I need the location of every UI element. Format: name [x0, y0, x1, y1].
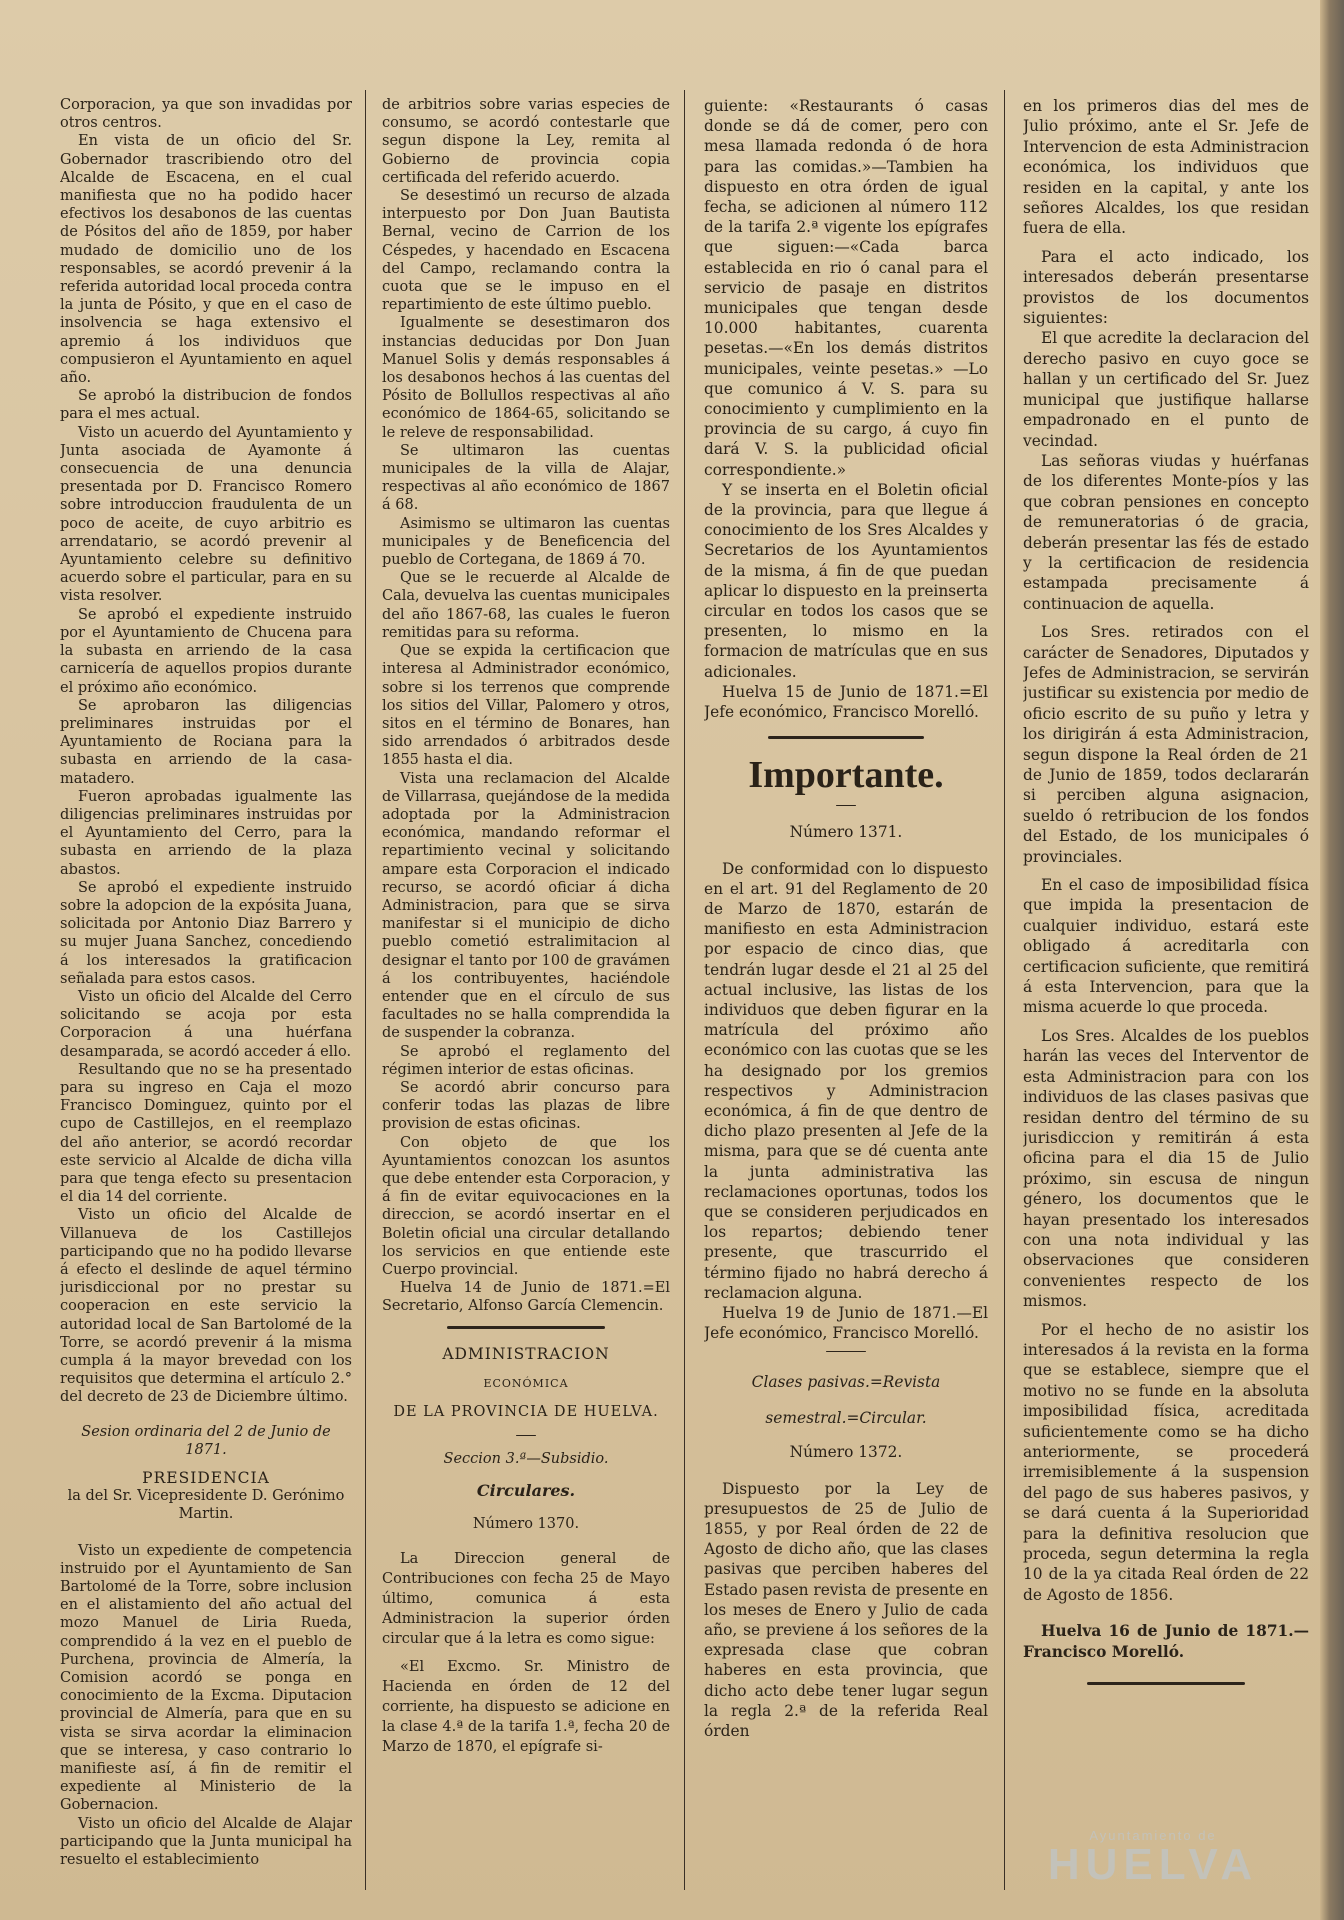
admin-heading: ADMINISTRACION — [442, 1344, 610, 1363]
paragraph: Dispuesto por la Ley de presupuestos de 25 de Julio de 1855, y por Real órden de 22 de Agosto de dicho año, que las clases pasivas que perciben haberes del Estado pasen revista de presente en los meses de Enero y Julio de cada año, se previene á los señores de la expresada clase que cobran haberes en esta provincia, que dicho acto debe tener lugar segun la regla 2.ª de la referida Real órden — [704, 1479, 988, 1741]
seccion-heading: Seccion 3.ª—Subsidio. — [443, 1451, 609, 1468]
column-3 — [704, 96, 988, 1896]
presidente-line: la del Sr. Vicepresidente D. Gerónimo Martin. — [67, 1488, 345, 1523]
paragraph: Resultando que no se ha presentado para su ingreso en Caja el mozo Francisco Dominguez, quinto por el cupo de Castillejos, en el reemplazo del año anterior, se acordó recordar este servicio al Alcalde de dicha villa para que tenga efecto su presentacion el dia 14 del corriente. — [60, 1061, 352, 1206]
paragraph: Se acordó abrir concurso para conferir todas las plazas de libre provision de estas oficinas. — [382, 1079, 670, 1133]
numero-heading: Número 1370. — [472, 1515, 580, 1532]
paragraph: Fueron aprobadas igualmente las diligencias preliminares instruidas por el Ayuntamiento del Cerro, para la subasta en arriendo de la plaza abastos. — [60, 788, 352, 878]
column-rule — [684, 90, 685, 1890]
paragraph: guiente: «Restaurants ó casas donde se dá de comer, pero con mesa llamada redonda ó de hora para las comidas.»—Tambien ha dispuesto en otra órden de igual fecha, se adicionen al número 112 de la tarifa 2.ª vigente los epígrafes que siguen:—«Cada barca establecida en rio ó canal para el servicio de pasaje en distritos municipales que tengan desde 10.000 habitantes, cuarenta pesetas.—«En los demás distritos municipales, veinte pesetas.» —Lo que comunico á V. S. para su conocimiento y cumplimiento en la provincia de su cargo, á cuyo fin dará V. S. la publicidad oficial correspondiente.» — [704, 97, 988, 479]
paragraph: Que se expida la certificacion que interesa al Administrador económico, sobre si los terrenos que comprende los sitios del Villar, Palomero y otros, sitos en el término de Bonares, han sido arrendados ó arbitrados desde 1855 hasta el dia. — [382, 643, 670, 769]
paragraph: Corporacion, ya que son invadidas por otros centros. — [60, 97, 352, 132]
clases-heading: Clases pasivas.=Revista semestral.=Circular. — [751, 1373, 941, 1428]
signature-line: Huelva 15 de Junio de 1871.=El Jefe económico, Francisco Morelló. — [704, 682, 988, 722]
paragraph: Que se le recuerde al Alcalde de Cala, devuelva las cuentas municipales del año 1867-68, las cuales le fueron remitidas para su reforma. — [382, 570, 670, 641]
page-edge — [1320, 0, 1344, 1920]
paragraph: Igualmente se desestimaron dos instancias deducidas por Don Juan Manuel Solis y demás responsables á los desabonos hechos á las cuentas del Pósito de Bollullos respectivas al año económico de 1864-65, solicitando se le releve de responsabilidad. — [382, 315, 670, 441]
short-rule — [836, 805, 856, 806]
column-1 — [60, 96, 352, 1896]
paragraph: Se aprobaron las diligencias preliminares instruidas por el Ayuntamiento de Rociana para la subasta en arriendo de la casa-matadero. — [60, 697, 352, 787]
paragraph: Visto un oficio del Alcalde de Villanueva de los Castillejos participando que no ha podido llevarse á efecto el deslinde de aquel término jurisdiccional por no prestar su cooperacion en este servicio la autoridad local de San Bartolomé de la Torre, se acordó prevenir á la misma cumpla á la mayor brevedad con los requisitos que determina el artículo 2.° del decreto de 23 de Diciembre último. — [60, 1207, 352, 1406]
presidencia-heading: PRESIDENCIA — [142, 1469, 270, 1488]
section-separator — [768, 736, 924, 739]
paragraph: Visto un expediente de competencia instruido por el Ayuntamiento de San Bartolomé de la Torre, sobre inclusion en el alistamiento del año actual del mozo Manuel de Liria Rueda, comprendido á la vez en el pueblo de Purchena, provincia de Almería, la Comision acordó se ponga en conocimiento de la Excma. Diputacion provincial de Almería, para que en su vista se sirva acordar la eliminacion que se interesa, y caso contrario lo manifieste así, á fin de remitir el expediente al Ministerio de la Gobernacion. — [60, 1542, 352, 1814]
signature-line: Huelva 19 de Junio de 1871.—El Jefe económico, Francisco Morelló. — [704, 1303, 988, 1343]
column-rule — [365, 90, 366, 1890]
numero-heading: Número 1372. — [789, 1443, 903, 1462]
paragraph: Y se inserta en el Boletin oficial de la provincia, para que llegue á conocimiento de los Sres Alcaldes y Secretarios de los Ayuntamientos de la misma, á fin de que puedan aplicar lo dispuesto en la preinserta circular en todos los casos que se presenten, lo mismo en la formacion de matrículas que en sus adicionales. — [704, 480, 988, 681]
watermark-line1: Ayuntamiento de — [1089, 1828, 1217, 1843]
paragraph: La Direccion general de Contribuciones con fecha 25 de Mayo último, comunica á esta Administracion la superior órden circular que á la letra es como sigue: — [382, 1550, 670, 1647]
paragraph: Visto un oficio del Alcalde del Cerro solicitando se acoja por esta Corporacion á una huérfana desamparada, se acordó acceder á ello. — [60, 988, 352, 1060]
watermark-line2: HUELVA — [1047, 1840, 1259, 1889]
short-rule — [826, 1351, 866, 1352]
archive-watermark — [1018, 1796, 1288, 1896]
paragraph: Visto un oficio del Alcalde de Alajar participando que la Junta municipal ha resuelto el establecimiento — [60, 1815, 352, 1869]
paragraph: Los Sres. retirados con el carácter de Senadores, Diputados y Jefes de Administracion, se servirán justificar su existencia por medio de oficio escrito de su puño y letra y los dirigirán á esta Administracion, segun dispone la Real órden de 21 de Junio de 1859, todos declararán si perciben alguna asignacion, sueldo ó retribucion de los fondos del Estado, de los municipales ó provinciales. — [1023, 623, 1309, 866]
paragraph: Se aprobó la distribucion de fondos para el mes actual. — [60, 388, 352, 423]
paragraph: Se ultimaron las cuentas municipales de la villa de Alajar, respectivas al año económico de 1867 á 68. — [382, 442, 670, 514]
importante-heading: Importante. — [748, 754, 944, 797]
paragraph: Visto un acuerdo del Ayuntamiento y Junta asociada de Ayamonte á consecuencia de una denuncia presentada por D. Francisco Romero sobre introduccion fraudulenta de un poco de aceite, de cuyo arbitrio es arrendatario, se acordó prevenir al Ayuntamiento celebre su definitivo acuerdo sobre el particular, para en su vista resolver. — [60, 424, 352, 605]
paragraph: Se aprobó el expediente instruido por el Ayuntamiento de Chucena para la subasta en arriendo de la casa carnicería de aquellos propios durante el próximo año económico. — [60, 606, 352, 696]
paragraph: «El Excmo. Sr. Ministro de Hacienda en órden de 12 del corriente, ha dispuesto se adicione en la clase 4.ª de la tarifa 1.ª, fecha 20 de Marzo de 1870, el epígrafe si- — [382, 1658, 670, 1755]
paragraph: de arbitrios sobre varias especies de consumo, se acordó contestarle que segun dispone la Ley, remita al Gobierno de provincia copia certificada del referido acuerdo. — [382, 97, 670, 186]
paragraph: Se desestimó un recurso de alzada interpuesto por Don Juan Bautista Bernal, vecino de Carrion de los Céspedes, y hacendado en Escacena del Campo, reclamando contra la cuota que se le impuso en el repartimiento de este último pueblo. — [382, 188, 670, 314]
numero-heading: Número 1371. — [789, 823, 903, 842]
signature-line: Huelva 16 de Junio de 1871.—Francisco Morelló. — [1023, 1622, 1309, 1661]
short-rule — [516, 1435, 536, 1436]
paragraph: Por el hecho de no asistir los interesados á la revista en la forma que se establece, siempre que el motivo no se funde en la absoluta imposibilidad física, acreditada suficientemente como se ha dicho anteriormente, se procederá irremisiblemente á la suspension del pago de sus haberes pasivos, y se dará cuenta á la Superioridad para la definitiva resolucion que proceda, segun determina la regla 10 de la ya citada Real órden de 22 de Agosto de 1856. — [1023, 1320, 1309, 1604]
paragraph: Las señoras viudas y huérfanas de los diferentes Monte-píos y las que cobran pensiones en concepto de remuneratorias ó de gracia, deberán presentar las fés de estado y la certificacion de residencia estampada precisamente á continuacion de aquella. — [1023, 451, 1309, 613]
section-separator — [447, 1326, 605, 1329]
section-separator — [1087, 1682, 1244, 1685]
paragraph: Asimismo se ultimaron las cuentas municipales y de Beneficencia del pueblo de Cortegana, de 1869 á 70. — [382, 515, 670, 569]
column-rule — [1004, 90, 1005, 1890]
paragraph: Con objeto de que los Ayuntamientos conozcan los asuntos que debe entender esta Corporacion, y á fin de evitar equivocaciones en la direccion, se acordó insertar en el Boletin oficial una circular detallando los servicios en que entiende este Cuerpo provincial. — [382, 1134, 670, 1278]
paragraph: De conformidad con lo dispuesto en el art. 91 del Reglamento de 20 de Marzo de 1870, estarán de manifiesto en esta Administracion por espacio de cinco dias, que tendrán lugar desde el 21 al 25 del actual inclusive, las listas de los individuos que deben figurar en la matrícula del próximo año económico con las cuotas que se les ha designado por los gremios respectivos y Administracion económica, á fin de que dentro de dicho plazo presenten al Jefe de la misma, para que se dé cuenta ante la junta administrativa las reclamaciones oportunas, todos los que se consideren perjudicados en los repartos; debiendo tener presente, que trascurrido el término fijado no habrá derecho á reclamacion alguna. — [704, 859, 988, 1302]
paragraph: Se aprobó el reglamento del régimen interior de estas oficinas. — [382, 1043, 670, 1078]
paragraph: Vista una reclamacion del Alcalde de Villarrasa, quejándose de la medida adoptada por la Administracion económica, mandando reformar el repartimiento vecinal y solicitando ampare esta Corporacion el indicado recurso, se acordó oficiar á dicha Administracion, para que se sirva manifestar si el municipio de dicho pueblo cometió estralimitacion al designar el tanto por 100 de gravámen á los contribuyentes, haciéndole entender que en el círculo de sus facultades no se halla comprendida la de suspender la cobranza. — [382, 770, 670, 1042]
paragraph: Los Sres. Alcaldes de los pueblos harán las veces del Interventor de esta Administracion para con los individuos de las clases pasivas que residan dentro del término de su jurisdiccion y remitirán á esta oficina para el dia 15 de Julio próximo, sin escusa de ningun género, los documentos que le hayan presentado los interesados con una nota individual y las observaciones que consideren convenientes respecto de los mismos. — [1023, 1026, 1309, 1311]
paragraph: Se aprobó el expediente instruido sobre la adopcion de la expósita Juana, solicitada por Antonio Diaz Barrero y su mujer Juana Sanchez, concediendo á los interesados la gratificacion señalada para estos casos. — [60, 879, 352, 987]
paragraph: Para el acto indicado, los interesados deberán presentarse provistos de los documentos siguientes: — [1023, 247, 1309, 328]
provincia-heading: DE LA PROVINCIA DE HUELVA. — [393, 1404, 659, 1421]
paragraph: El que acredite la declaracion del derecho pasivo en cuyo goce se hallan y un certificado del Sr. Juez municipal que justifique hallarse empadronado en el punto de vecindad. — [1023, 329, 1309, 450]
paragraph: En vista de un oficio del Sr. Gobernador trascribiendo otro del Alcalde de Escacena, en el cual manifiesta que no ha podido hacer efectivos los desabonos de las cuentas de Pósitos del año de 1859, por haber mudado de domicilio uno de los responsables, se acordó prevenir á la referida autoridad local proceda contra la junta de Pósito, y que en el caso de insolvencia se haga extensivo el apremio á los individuos que compusieron el Ayuntamiento en aquel año. — [60, 133, 352, 387]
signature-line: Huelva 14 de Junio de 1871.=El Secretario, Alfonso García Clemencin. — [382, 1280, 670, 1315]
economica-heading: ECONÓMICA — [483, 1376, 569, 1390]
paragraph: en los primeros dias del mes de Julio próximo, ante el Sr. Jefe de Intervencion de esta Administracion económica, los individuos que residen en la capital, y ante los señores Alcaldes, los que residan fuera de ella. — [1023, 97, 1309, 238]
column-4 — [1023, 96, 1309, 1896]
paragraph: En el caso de imposibilidad física que impida la presentacion de cualquier individuo, estará este obligado á acreditarla con certificacion suficiente, que remitirá á esta Intervencion, para que la misma acuerde lo que proceda. — [1023, 876, 1309, 1017]
circulares-heading: Circulares. — [476, 1481, 576, 1501]
column-2 — [382, 96, 670, 1896]
session-heading: Sesion ordinaria del 2 de Junio de 1871. — [81, 1423, 331, 1458]
